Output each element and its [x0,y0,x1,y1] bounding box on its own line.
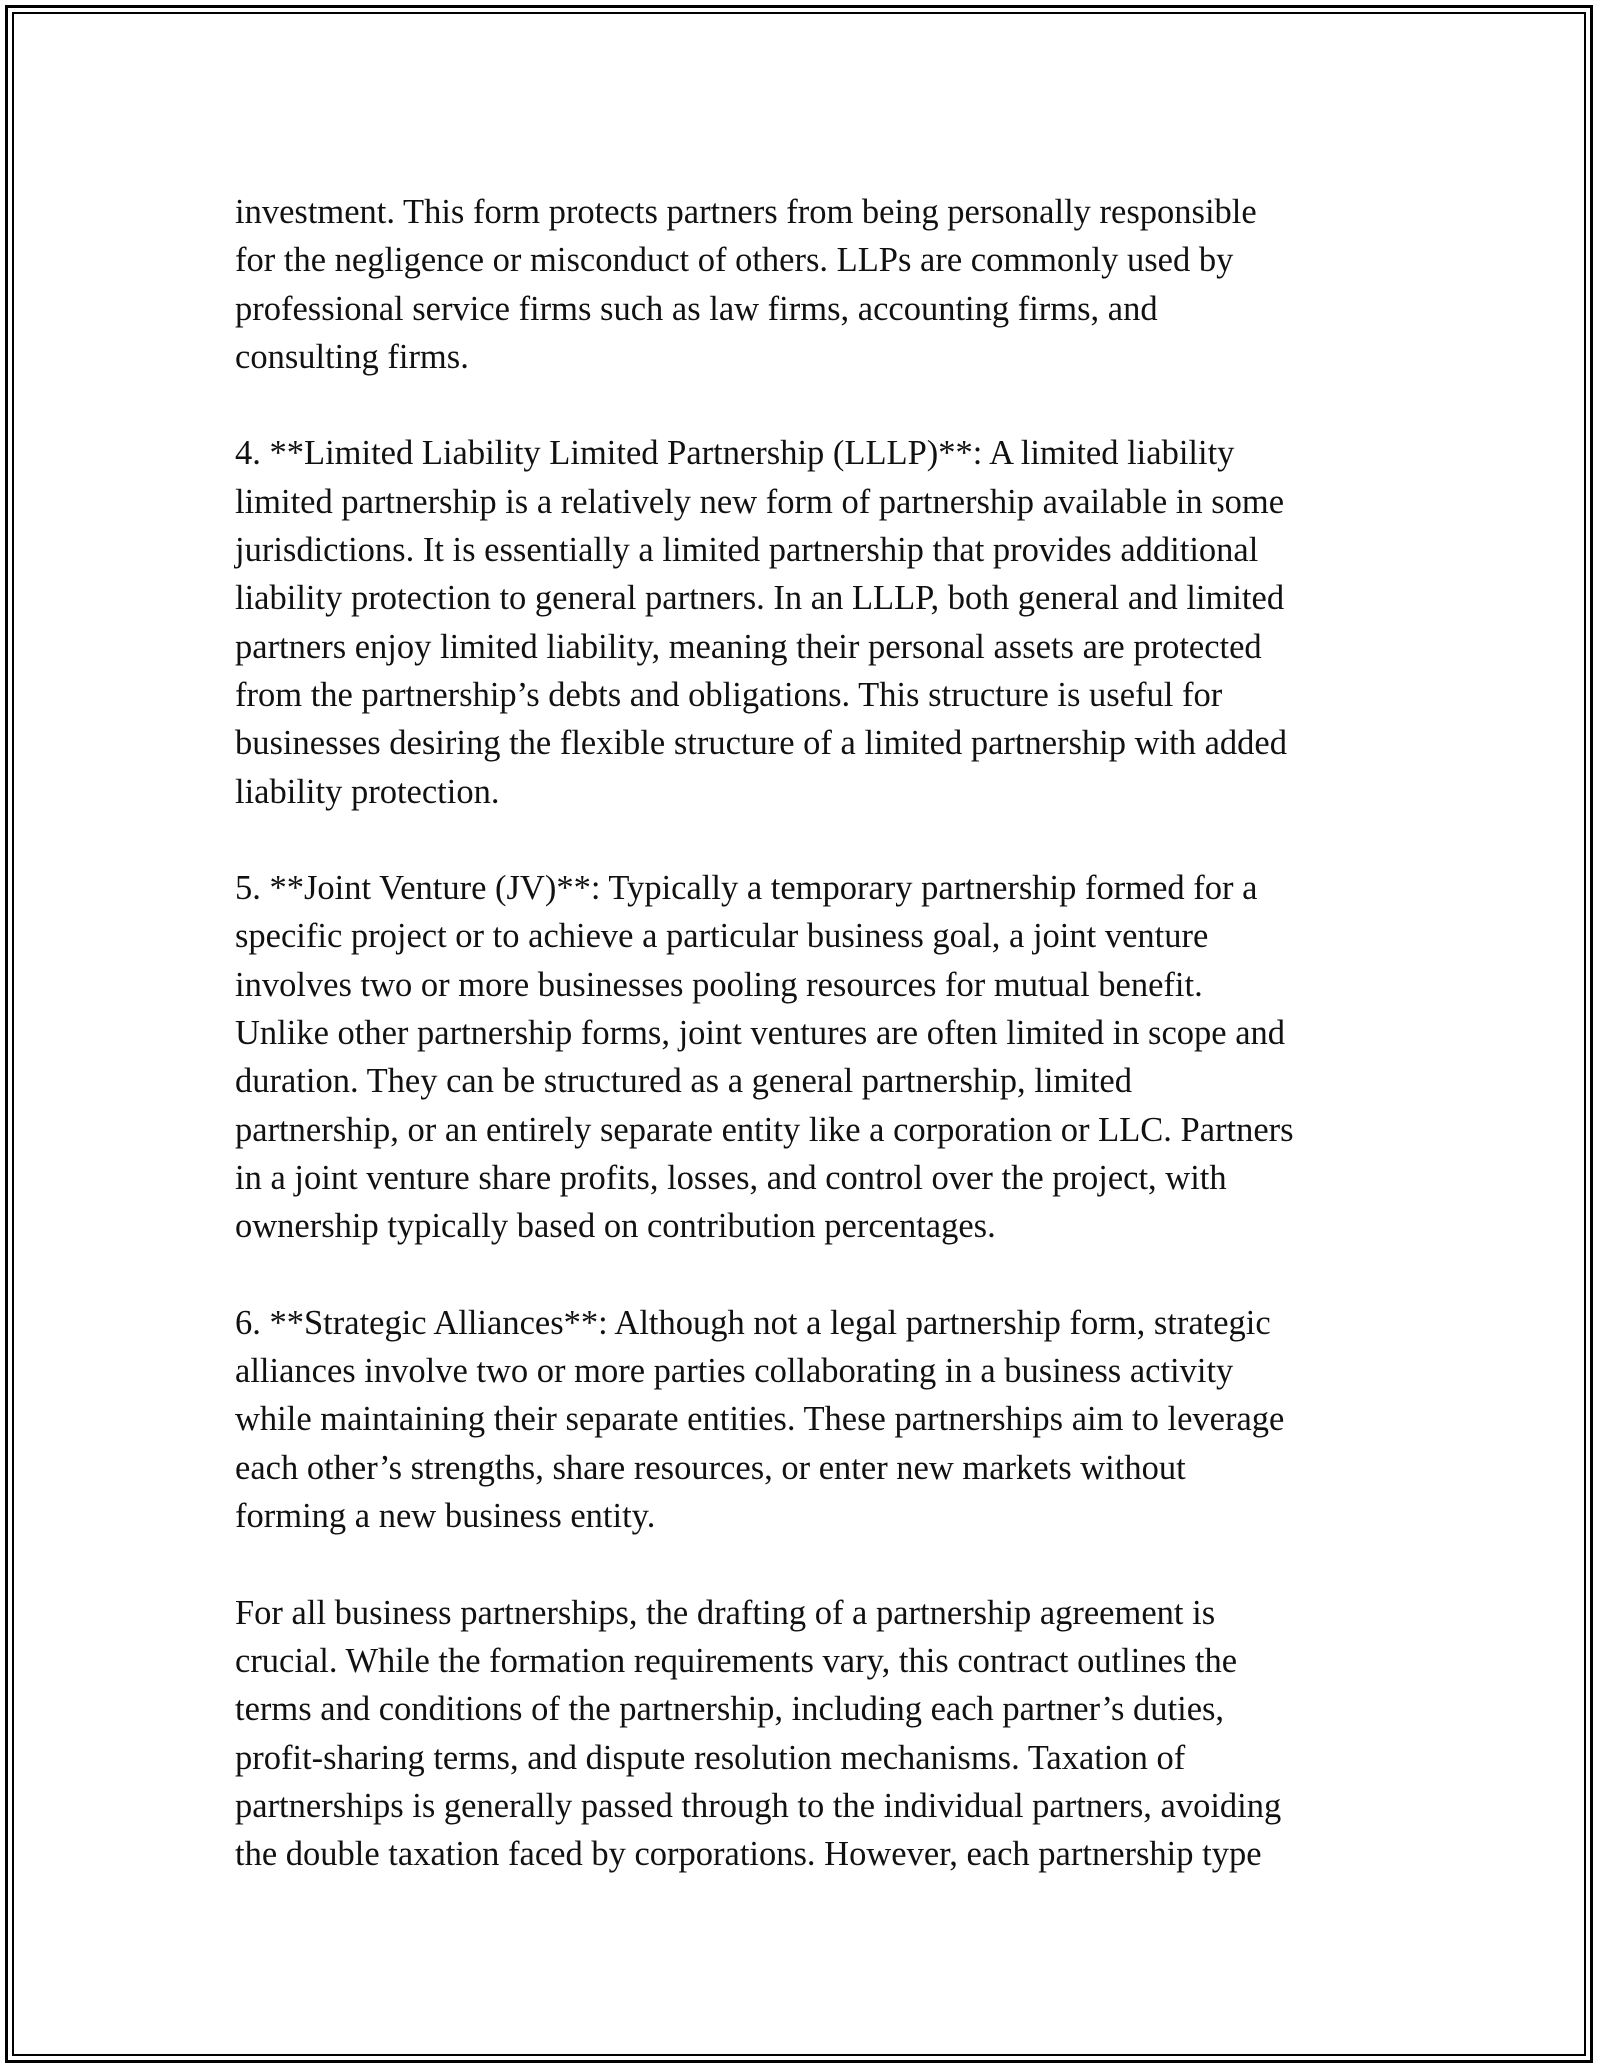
text-line: businesses desiring the flexible structure of a limited partnership with added [235,724,1287,763]
text-line: alliances involve two or more parties collaborating in a business activity [235,1352,1234,1391]
text-line: consulting firms. [235,337,469,376]
paragraph-lllp [235,429,1375,815]
text-line: liability protection to general partners. In an LLLP, both general and limited [235,579,1285,618]
text-line: professional service firms such as law firms, accounting firms, and [235,289,1158,328]
text-line: ownership typically based on contribution percentages. [235,1207,996,1246]
paragraph-partnership-agreement [235,1589,1375,1879]
text-line: forming a new business entity. [235,1497,656,1536]
text-line: specific project or to achieve a particular business goal, a joint venture [235,917,1209,956]
text-line: involves two or more businesses pooling resources for mutual benefit. [235,965,1203,1004]
text-line: investment. This form protects partners from being personally responsible [235,193,1257,231]
text-line: for the negligence or misconduct of others. LLPs are commonly used by [235,241,1234,280]
text-line: Unlike other partnership forms, joint ventures are often limited in scope and [235,1014,1286,1053]
text-line: in a joint venture share profits, losses, and control over the project, with [235,1158,1227,1197]
text-line: For all business partnerships, the drafting of a partnership agreement is [235,1593,1216,1632]
text-line: limited partnership is a relatively new form of partnership available in some [235,482,1285,521]
text-line: 4. **Limited Liability Limited Partnership (LLLP)**: A limited liability [235,434,1235,473]
text-line: 6. **Strategic Alliances**: Although not a legal partnership form, strategic [235,1303,1271,1342]
text-line: duration. They can be structured as a general partnership, limited [235,1062,1132,1101]
text-line: liability protection. [235,772,500,811]
text-line: each other’s strengths, share resources, or enter new markets without [235,1448,1186,1487]
document-body [235,188,1375,1927]
text-line: partnership, or an entirely separate entity like a corporation or LLC. Partners [235,1110,1294,1149]
text-line: jurisdictions. It is essentially a limited partnership that provides additional [235,531,1259,570]
text-line: from the partnership’s debts and obligations. This structure is useful for [235,675,1223,714]
text-line: crucial. While the formation requirements vary, this contract outlines the [235,1641,1238,1680]
text-line: profit-sharing terms, and dispute resolution mechanisms. Taxation of [235,1738,1186,1777]
text-line: 5. **Joint Venture (JV)**: Typically a temporary partnership formed for a [235,869,1258,908]
text-line: terms and conditions of the partnership, including each partner’s duties, [235,1690,1225,1729]
paragraph-strategic-alliances [235,1299,1375,1540]
text-line: the double taxation faced by corporations. However, each partnership type [235,1835,1262,1874]
text-line: partnerships is generally passed through to the individual partners, avoiding [235,1786,1282,1825]
paragraph-joint-venture [235,864,1375,1250]
paragraph-llp-continuation [235,188,1375,381]
text-line: partners enjoy limited liability, meaning their personal assets are protected [235,627,1262,666]
text-line: while maintaining their separate entities. These partnerships aim to leverage [235,1400,1285,1439]
